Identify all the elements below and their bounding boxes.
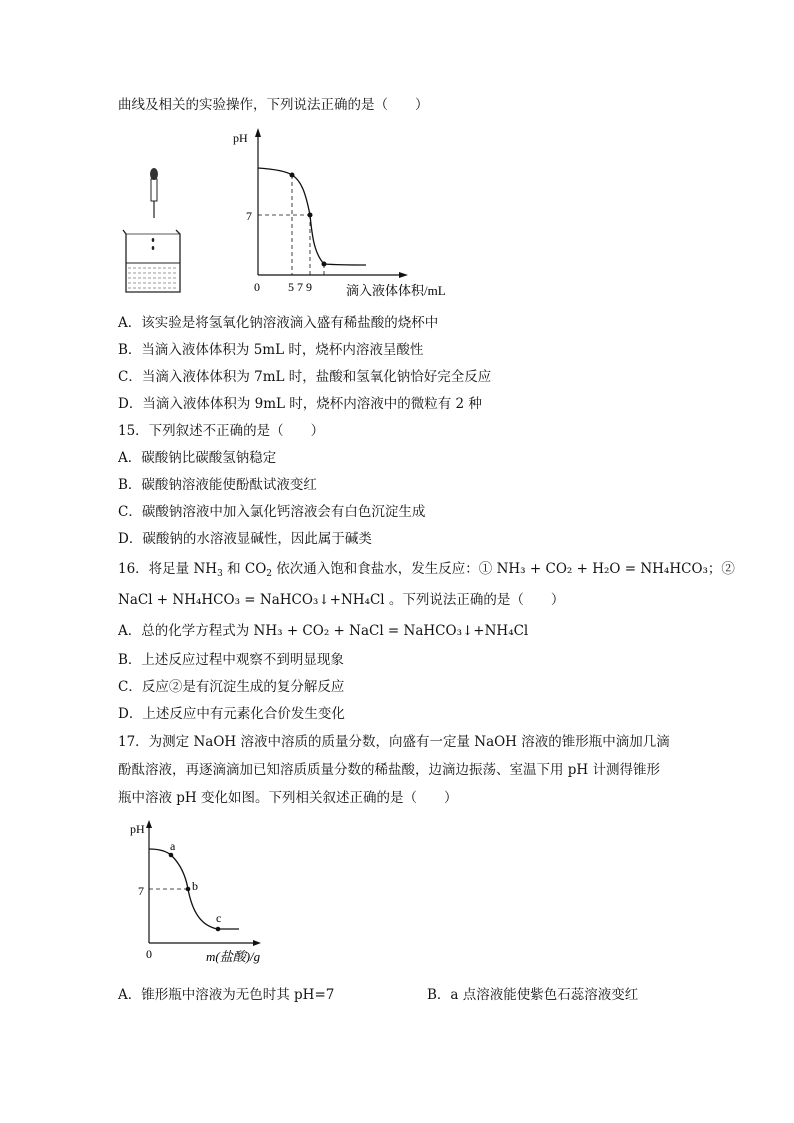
x-axis-label: 滴入液体体积/mL [346, 283, 446, 298]
q17-stem-line1: 17．为测定 NaOH 溶液中溶质的质量分数，向盛有一定量 NaOH 溶液的锥形瓶中滴加几滴 [118, 734, 670, 750]
q14-stem: 曲线及相关的实验操作，下列说法正确的是（ ） [118, 97, 429, 113]
q17-stem-line3: 瓶中溶液 pH 变化如图。下列相关叙述正确的是（ ） [118, 790, 458, 806]
q17-option-a: A．锥形瓶中溶液为无色时其 pH=7 [118, 987, 335, 1003]
ph-curve-figure-2 [118, 818, 288, 968]
tick-7-label: 7 [138, 884, 144, 898]
origin-label: 0 [146, 947, 152, 961]
x-ticks-label: 5 7 9 [288, 280, 312, 294]
q14-option-a: A．该实验是将氢氧化钠溶液滴入盛有稀盐酸的烧杯中 [118, 315, 439, 331]
q14-option-b: B．当滴入液体体积为 5mL 时，烧杯内溶液呈酸性 [118, 342, 424, 358]
q15-option-b: B．碳酸钠溶液能使酚酞试液变红 [118, 477, 317, 493]
q15-option-a: A．碳酸钠比碳酸氢钠稳定 [118, 450, 277, 466]
q16-option-c: C．反应②是有沉淀生成的复分解反应 [118, 679, 345, 695]
beaker-dropper-figure [118, 160, 188, 300]
tick-7-label: 7 [246, 209, 252, 223]
q17-stem-line2: 酚酞溶液，再逐滴滴加已知溶质质量分数的稀盐酸，边滴边振荡、室温下用 pH 计测得锥形 [118, 762, 660, 778]
ph-curve-figure-1 [228, 125, 468, 300]
q14-option-d: D．当滴入液体体积为 9mL 时，烧杯内溶液中的微粒有 2 种 [118, 396, 482, 412]
origin-label: 0 [254, 280, 260, 294]
point-b-label: b [192, 879, 198, 893]
q16-stem-line2: NaCl + NH₄HCO₃ = NaHCO₃↓+NH₄Cl 。下列说法正确的是（ ） [118, 592, 565, 608]
y-axis-label: pH [233, 131, 248, 145]
point-c-label: c [216, 911, 222, 925]
q15-option-c: C．碳酸钠溶液中加入氯化钙溶液会有白色沉淀生成 [118, 504, 426, 520]
q16-stem: 16．将足量 $NH_3$ 和 $CO_2$ 依次通入饱和食盐水，发生反应：① NH₃ + CO₂ + H₂O = NH₄HCO₃；② [118, 561, 735, 579]
q16-option-d: D．上述反应中有元素化合价发生变化 [118, 706, 345, 722]
point-a-label: a [170, 839, 176, 853]
q16-option-a: A．总的化学方程式为 NH₃ + CO₂ + NaCl = NaHCO₃↓+NH₄Cl [118, 623, 529, 639]
y-axis-label: pH [130, 822, 145, 836]
x-axis-label: m(盐酸)/g [206, 949, 261, 964]
q15-stem: 15．下列叙述不正确的是（ ） [118, 423, 325, 439]
q16-option-b: B．上述反应过程中观察不到明显现象 [118, 652, 344, 668]
q17-option-b: B．a 点溶液能使紫色石蕊溶液变红 [427, 987, 639, 1003]
q15-option-d: D．碳酸钠的水溶液显碱性，因此属于碱类 [118, 531, 372, 547]
q14-option-c: C．当滴入液体体积为 7mL 时，盐酸和氢氧化钠恰好完全反应 [118, 369, 492, 385]
